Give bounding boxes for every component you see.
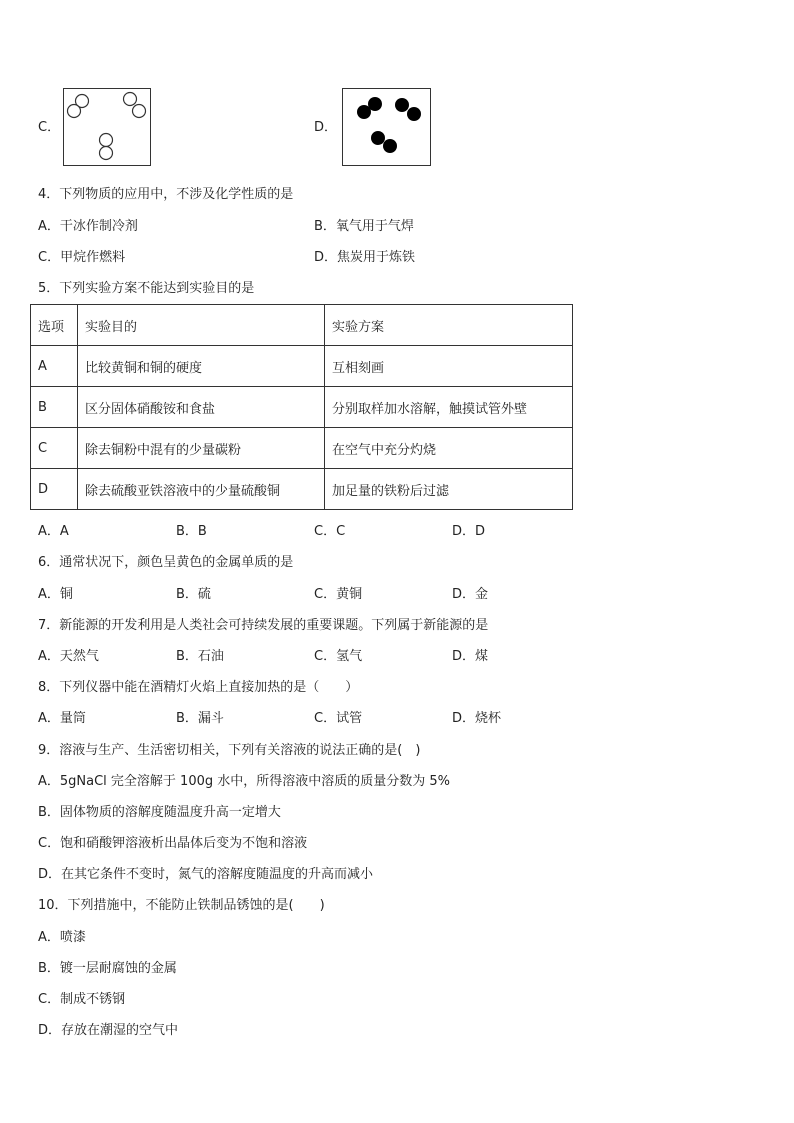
q7-option-b: B．石油 xyxy=(176,649,224,664)
q3-option-c-label: C． xyxy=(38,120,61,135)
table-header-cell: 实验目的 xyxy=(78,305,325,346)
table-cell: A xyxy=(31,346,78,387)
q8-option-d: D．烧杯 xyxy=(452,711,502,726)
q8-option-c: C．试管 xyxy=(314,711,363,726)
q6-option-a: A．铜 xyxy=(38,587,73,602)
q10-option-c: C．制成不锈钢 xyxy=(38,992,126,1007)
q9-option-b: B．固体物质的溶解度随温度升高一定增大 xyxy=(38,805,281,820)
hollow-particle xyxy=(100,147,113,160)
q9-stem: 9．溶液与生产、生活密切相关，下列有关溶液的说法正确的是( ) xyxy=(38,743,421,758)
q10-option-a: A．喷漆 xyxy=(38,930,86,945)
q5-stem: 5．下列实验方案不能达到实验目的是 xyxy=(38,281,255,296)
q5-option-a: A．A xyxy=(38,524,69,539)
q3-option-d-diagram xyxy=(342,88,431,166)
table-cell: C xyxy=(31,428,78,469)
table-cell: 除去硫酸亚铁溶液中的少量硫酸铜 xyxy=(78,469,325,510)
solid-particle xyxy=(395,98,409,112)
q4-option-c: C．甲烷作燃料 xyxy=(38,250,126,265)
q7-option-a: A．天然气 xyxy=(38,649,99,664)
q4-option-a: A．干冰作制冷剂 xyxy=(38,219,138,234)
q8-stem: 8．下列仪器中能在酒精灯火焰上直接加热的是（ ） xyxy=(38,680,359,695)
table-cell: 除去铜粉中混有的少量碳粉 xyxy=(78,428,325,469)
q4-option-d: D．焦炭用于炼铁 xyxy=(314,250,416,265)
q9-option-a: A．5gNaCl 完全溶解于 100g 水中，所得溶液中溶质的质量分数为 5% xyxy=(38,774,451,789)
hollow-particle xyxy=(68,105,81,118)
q5-option-c: C．C xyxy=(314,524,346,539)
q6-option-d: D．金 xyxy=(452,587,489,602)
table-cell: 区分固体硝酸铵和食盐 xyxy=(78,387,325,428)
q9-option-c: C．饱和硝酸钾溶液析出晶体后变为不饱和溶液 xyxy=(38,836,308,851)
q10-stem: 10．下列措施中，不能防止铁制品锈蚀的是( ) xyxy=(38,898,325,913)
table-row xyxy=(31,428,573,469)
q7-stem: 7．新能源的开发利用是人类社会可持续发展的重要课题。下列属于新能源的是 xyxy=(38,618,489,633)
hollow-particle xyxy=(133,105,146,118)
table-cell: 在空气中充分灼烧 xyxy=(325,428,573,469)
q6-stem: 6．通常状况下，颜色呈黄色的金属单质的是 xyxy=(38,555,294,570)
q10-option-d: D．存放在潮湿的空气中 xyxy=(38,1023,179,1038)
q4-option-b: B．氧气用于气焊 xyxy=(314,219,414,234)
table-cell: 加足量的铁粉后过滤 xyxy=(325,469,573,510)
q5-option-d: D．D xyxy=(452,524,486,539)
table-cell: D xyxy=(31,469,78,510)
q3-option-c-diagram xyxy=(63,88,151,166)
q7-option-c: C．氢气 xyxy=(314,649,363,664)
hollow-particle xyxy=(124,93,137,106)
q5-table xyxy=(30,304,573,510)
q5-option-b: B．B xyxy=(176,524,207,539)
table-header-cell: 实验方案 xyxy=(325,305,573,346)
table-cell: 比较黄铜和铜的硬度 xyxy=(78,346,325,387)
q8-option-a: A．量筒 xyxy=(38,711,86,726)
table-row xyxy=(31,469,573,510)
table-row xyxy=(31,387,573,428)
q6-option-c: C．黄铜 xyxy=(314,587,363,602)
table-header-cell: 选项 xyxy=(31,305,78,346)
table-cell: 分别取样加水溶解，触摸试管外壁 xyxy=(325,387,573,428)
solid-particle xyxy=(371,131,385,145)
q3-option-d-label: D． xyxy=(314,120,338,135)
q9-option-d: D．在其它条件不变时，氮气的溶解度随温度的升高而减小 xyxy=(38,867,374,882)
table-cell: B xyxy=(31,387,78,428)
table-cell: 互相刻画 xyxy=(325,346,573,387)
solid-particle xyxy=(407,107,421,121)
q7-option-d: D．煤 xyxy=(452,649,489,664)
q4-stem: 4．下列物质的应用中，不涉及化学性质的是 xyxy=(38,187,294,202)
q8-option-b: B．漏斗 xyxy=(176,711,224,726)
q10-option-b: B．镀一层耐腐蚀的金属 xyxy=(38,961,177,976)
table-row xyxy=(31,346,573,387)
solid-particle xyxy=(383,139,397,153)
table-header-row xyxy=(31,305,573,346)
solid-particle xyxy=(357,105,371,119)
q6-option-b: B．硫 xyxy=(176,587,211,602)
hollow-particle xyxy=(100,134,113,147)
